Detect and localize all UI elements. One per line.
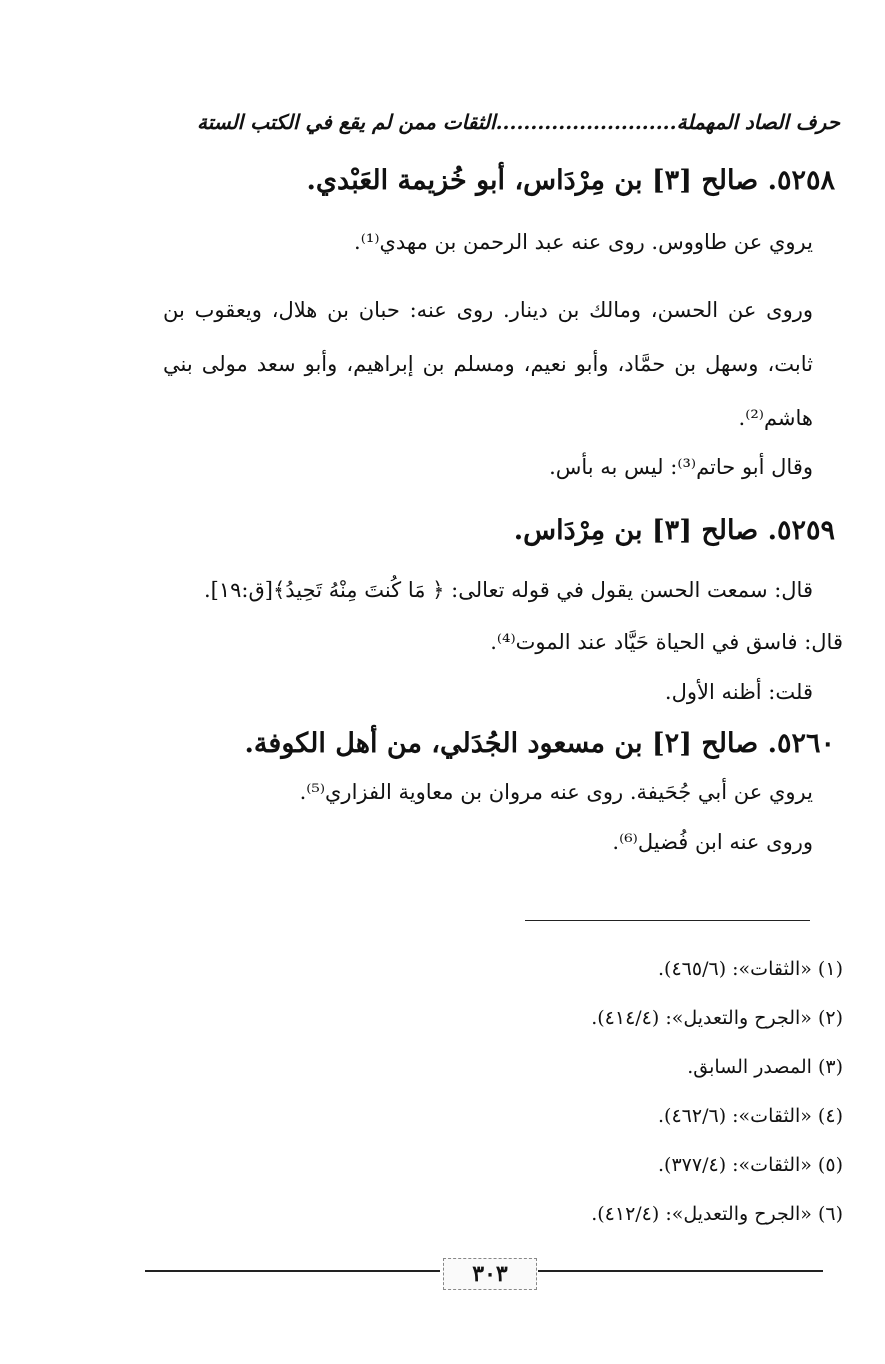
footnote-5: (٥) «الثقات»: (٣٧٧/٤).: [658, 1154, 843, 1176]
footnote-3: (٣) المصدر السابق.: [687, 1056, 843, 1078]
footnote-1: (١) «الثقات»: (٤٦٥/٦).: [658, 958, 843, 980]
entry-5260-line-1: يروي عن أبي جُحَيفة. روى عنه مروان بن معاوية الفزاري⁽⁵⁾.: [299, 780, 813, 804]
entry-title-5259: ٥٢٥٩. صالح [٣] بن مِرْدَاس.: [513, 515, 835, 546]
page-number: ٣٠٣: [443, 1258, 537, 1290]
entry-5258-line-3: وقال أبو حاتم⁽³⁾: ليس به بأس.: [549, 455, 813, 479]
entry-5260-line-2: وروى عنه ابن فُضيل⁽⁶⁾.: [612, 830, 813, 854]
entry-5258-line-1: يروي عن طاووس. روى عنه عبد الرحمن بن مهدي⁽¹⁾.: [354, 230, 813, 254]
bottom-rule-left: [145, 1270, 440, 1272]
footnote-4: (٤) «الثقات»: (٤٦٢/٦).: [658, 1105, 843, 1127]
footnote-6: (٦) «الجرح والتعديل»: (٤١٢/٤).: [591, 1203, 843, 1225]
entry-title-5258: ٥٢٥٨. صالح [٣] بن مِرْدَاس، أبو خُزيمة العَبْدي.: [306, 165, 835, 196]
entry-5259-line-3: قلت: أظنه الأول.: [664, 680, 813, 704]
bottom-rule-right: [538, 1270, 823, 1272]
footnote-separator: [525, 920, 810, 921]
entry-5258-paragraph: وروى عن الحسن، ومالك بن دينار. روى عنه: حبان بن هلال، ويعقوب بن ثابت، وسهل بن حمَّاد، وأبو نعيم، ومسلم بن إبراهيم، وأبو سعد مولى بني هاشم⁽²⁾.: [163, 298, 813, 430]
entry-5259-line-2: قال: فاسق في الحياة حَيَّاد عند الموت⁽⁴⁾.: [490, 630, 843, 654]
entry-title-5260: ٥٢٦٠. صالح [٢] بن مسعود الجُدَلي، من أهل الكوفة.: [244, 728, 835, 759]
running-header: حرف الصاد المهملة..........................الثقات ممن لم يقع في الكتب الستة: [196, 110, 840, 134]
footnote-2: (٢) «الجرح والتعديل»: (٤١٤/٤).: [591, 1007, 843, 1029]
entry-5259-line-1: قال: سمعت الحسن يقول في قوله تعالى: ﴿ مَا كُنتَ مِنْهُ تَحِيدُ﴾[ق:١٩].: [203, 578, 813, 602]
